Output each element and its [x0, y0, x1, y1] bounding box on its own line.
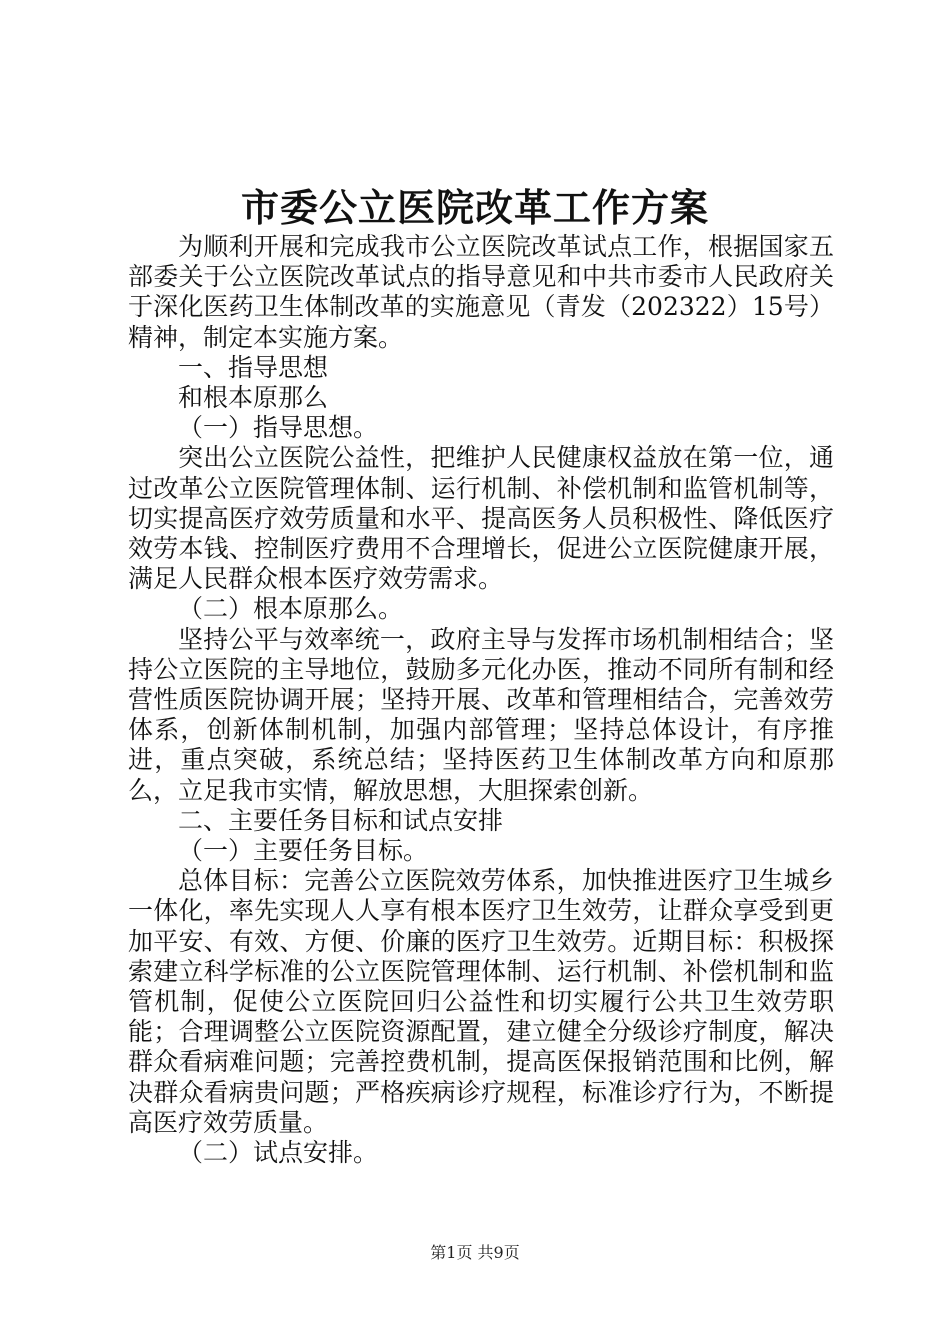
- page-footer: 第1页 共9页: [430, 1243, 520, 1262]
- subsection-heading: （一）主要任务目标。: [178, 836, 429, 866]
- subsection-heading: （一）指导思想。: [178, 413, 379, 443]
- subsection-heading: （二）试点安排。: [178, 1138, 379, 1168]
- document-body: [128, 232, 834, 1168]
- section-heading-1: 一、指导思想: [178, 352, 329, 382]
- body-paragraph: 总体目标：完善公立医院效劳体系，加快推进医疗卫生城乡一体化，率先实现人人享有根本医疗卫生效劳，让群众享受到更加平安、有效、方便、价廉的医疗卫生效劳。近期目标：积极探索建立科学标准的公立医院管理体制、运行机制、补偿机制和监管机制，促使公立医院回归公益性和切实履行公共卫生效劳职能；合理调整公立医院资源配置，建立健全分级诊疗制度，解决群众看病难问题；完善控费机制，提高医保报销范围和比例，解决群众看病贵问题；严格疾病诊疗规程，标准诊疗行为，不断提高医疗效劳质量。: [128, 866, 834, 1137]
- section-heading-1-continued: 和根本原那么: [178, 383, 329, 413]
- intro-paragraph: 为顺利开展和完成我市公立医院改革试点工作，根据国家五部委关于公立医院改革试点的指导意见和中共市委市人民政府关于深化医药卫生体制改革的实施意见（青发（202322）15号）精神，制定本实施方案。: [128, 232, 834, 352]
- body-paragraph: 坚持公平与效率统一，政府主导与发挥市场机制相结合；坚持公立医院的主导地位，鼓励多元化办医，推动不同所有制和经营性质医院协调开展；坚持开展、改革和管理相结合，完善效劳体系，创新体制机制，加强内部管理；坚持总体设计，有序推进，重点突破，系统总结；坚持医药卫生体制改革方向和原那么，立足我市实情，解放思想，大胆探索创新。: [128, 624, 834, 805]
- section-heading-2: 二、主要任务目标和试点安排: [178, 805, 504, 835]
- document-title: 市委公立医院改革工作方案: [240, 185, 709, 230]
- body-paragraph: 突出公立医院公益性，把维护人民健康权益放在第一位，通过改革公立医院管理体制、运行机制、补偿机制和监管机制等，切实提高医疗效劳质量和水平、提高医务人员积极性、降低医疗效劳本钱、控制医疗费用不合理增长，促进公立医院健康开展，满足人民群众根本医疗效劳需求。: [128, 443, 834, 594]
- subsection-heading: （二）根本原那么。: [178, 594, 404, 624]
